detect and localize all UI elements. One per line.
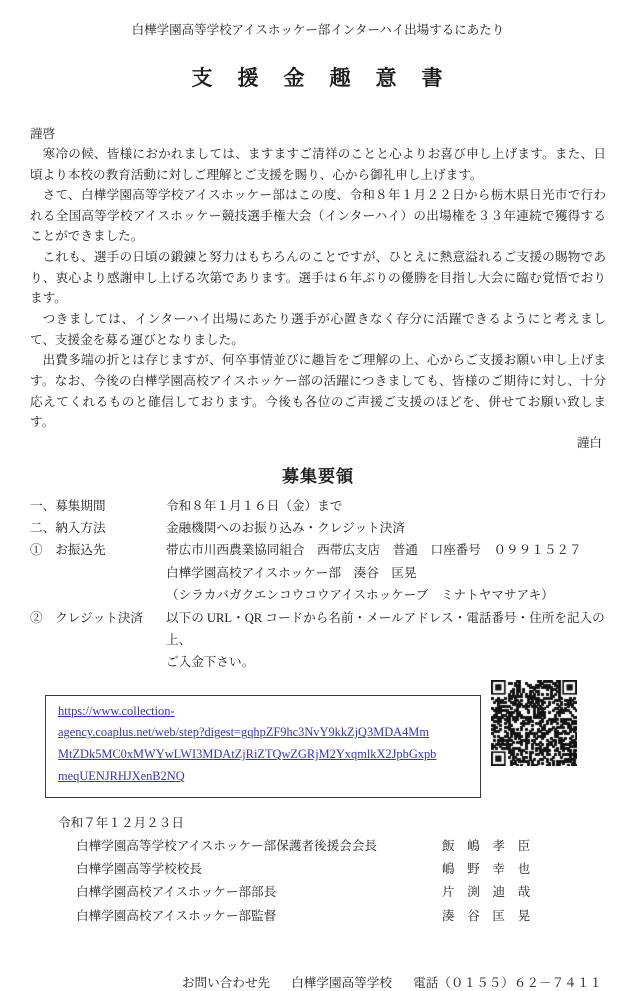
outline-row-label: 二、納入方法 [30,520,106,535]
outline-value-line: ご入金下さい。 [166,655,255,670]
qr-code-icon [491,680,577,766]
signature-row [30,835,606,858]
outline-row-value [166,607,606,674]
body-paragraphs [30,144,606,433]
signature-name: 嶋 野 幸 也 [442,862,531,877]
outline-value-line: 令和８年１月１６日（金）まで [166,498,343,513]
signature-name: 片 渕 迪 哉 [442,885,531,900]
contact-phone: 電話（０１５５）６２－７４１１ [413,976,602,991]
salutation-close: 謹白 [576,435,602,450]
signature-name: 飯 嶋 孝 臣 [442,838,531,853]
signature-row [30,858,606,881]
body-paragraph: 出費多端の折とは存じますが、何卒事情並びに趣旨をご理解の上、心からご支援お願い申し上げます。なお、今後の白樺学園高校アイスホッケー部の活躍につきましても、皆様のご期待に対し、十分応えてくれるものと確信しております。今後も各位のご声援ご支援のほどを、併せてお願い致します。 [30,353,606,430]
outline-value-line: （シラカバガクエンコウコウアイスホッケーブ ミナトヤマサアキ） [166,588,554,603]
signature-title: 白樺学園高等学校アイスホッケー部保護者後援会会長 [76,838,377,853]
qr-code-wrap [491,680,577,766]
signature-list [30,835,606,928]
payment-url-line: MtZDk5MC0xMWYwLWI3MDAtZjRiZTQwZGRjM2YxqmlkX2JpbGxpb [58,747,437,762]
signature-name: 湊 谷 匡 晃 [442,908,531,923]
outline-value-line: 以下の URL・QR コードから名前・メールアドレス・電話番号・住所を記入の上、 [166,610,605,647]
payment-url-line: https://www.collection- [58,703,175,718]
outline-row-value [166,517,606,539]
contact-school-name: 白樺学園高等学校 [291,976,392,991]
contact-info [30,972,606,991]
payment-url-link[interactable] [58,701,468,788]
section-heading-recruitment-outline: 募集要領 [282,466,354,486]
body-paragraph: さて、白樺学園高等学校アイスホッケー部はこの度、令和８年１月２２日から栃木県日光市で行われる全国高等学校アイスホッケー競技選手権大会（インターハイ）の出場権を３３年連続で獲得することができました。 [30,188,606,244]
payment-url-box [45,695,481,798]
body-paragraph: これも、選手の日頃の鍛錬と努力はもちろんのことですが、ひとえに熱意溢れるご支援の賜物であり、衷心より感謝申し上げる次第であります。選手は６年ぶりの優勝を目指し大会に臨む覚悟でおります。 [30,250,607,306]
signature-date: 令和７年１２月２３日 [58,815,184,830]
outline-value-line: 白樺学園高校アイスホッケー部 湊谷 匡晃 [166,565,417,580]
outline-row [30,495,606,517]
signature-row [30,881,606,904]
outline-row [30,607,606,674]
outline-value-line: 金融機関へのお振り込み・クレジット決済 [166,520,405,535]
signature-row [30,905,606,928]
salutation-open: 謹啓 [30,126,56,141]
outline-row-value [166,539,606,606]
outline-row-label: ② クレジット決済 [30,610,144,625]
outline-row-label: ① お振込先 [30,543,106,558]
signature-title: 白樺学園高校アイスホッケー部部長 [76,885,277,900]
body-paragraph: つきましては、インターハイ出場にあたり選手が心置きなく存分に活躍できるようにと考えまして、支援金を募る運びとなりました。 [30,312,606,347]
outline-value-line: 帯広市川西農業協同組合 西帯広支店 普通 口座番号 ０９９１５２７ [166,543,582,558]
outline-row-label: 一、募集期間 [30,498,106,513]
body-paragraph: 寒冷の候、皆様におかれましては、ますますご清祥のことと心よりお喜び申し上げます。また、日頃より本校の教育活動に対しご理解とご支援を賜り、心から御礼申し上げます。 [30,146,606,182]
outline-row [30,539,606,606]
payment-url-line: meqUENJRHJXenB2NQ [58,768,185,783]
page-title: 支 援 金 趣 意 書 [191,65,445,90]
outline-row [30,517,606,539]
contact-label: お問い合わせ先 [181,976,271,991]
outline-row-value [166,495,606,517]
payment-link-row [30,680,606,798]
signature-title: 白樺学園高校アイスホッケー部監督 [76,908,277,923]
outline-rows [30,495,606,674]
document-subtitle: 白樺学園高等学校アイスホッケー部インターハイ出場するにあたり [131,23,505,37]
signature-title: 白樺学園高等学校校長 [76,862,202,877]
payment-url-line: agency.coaplus.net/web/step?digest=gqhpZF9hc3NvY9kkZjQ3MDA4Mm [58,725,429,740]
